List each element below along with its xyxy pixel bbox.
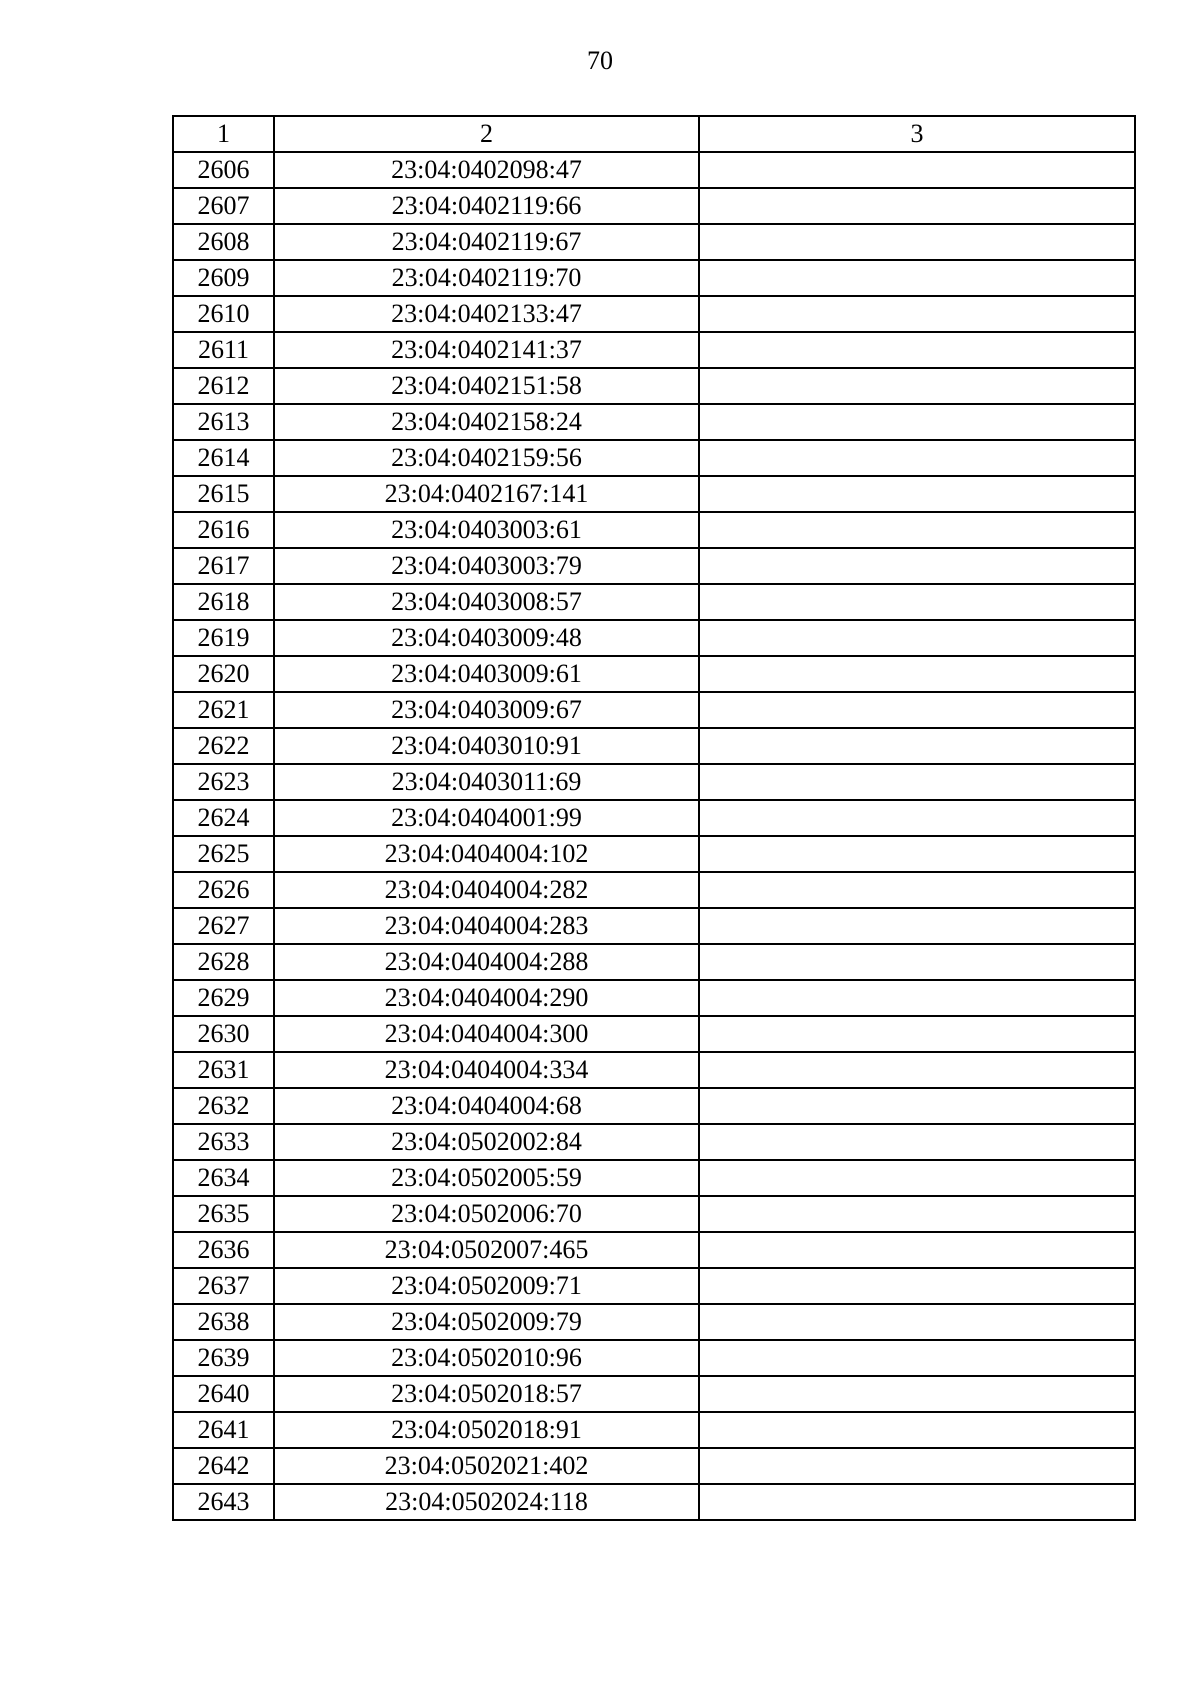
- note-cell: [699, 1304, 1135, 1340]
- note-cell: [699, 1340, 1135, 1376]
- note-cell: [699, 404, 1135, 440]
- cadastral-number-cell: 23:04:0403008:57: [274, 584, 699, 620]
- table-row: [173, 1304, 1135, 1340]
- table-row: [173, 512, 1135, 548]
- cadastral-number-cell: 23:04:0502005:59: [274, 1160, 699, 1196]
- row-number-cell: 2634: [173, 1160, 274, 1196]
- row-number-cell: 2624: [173, 800, 274, 836]
- table-row: [173, 1484, 1135, 1520]
- table-row: [173, 836, 1135, 872]
- note-cell: [699, 188, 1135, 224]
- cadastral-number-cell: 23:04:0402098:47: [274, 152, 699, 188]
- cadastral-number-cell: 23:04:0502021:402: [274, 1448, 699, 1484]
- row-number-cell: 2635: [173, 1196, 274, 1232]
- table-row: [173, 980, 1135, 1016]
- note-cell: [699, 368, 1135, 404]
- table-row: [173, 1052, 1135, 1088]
- note-cell: [699, 1412, 1135, 1448]
- row-number-cell: 2611: [173, 332, 274, 368]
- table-row: [173, 1124, 1135, 1160]
- note-cell: [699, 440, 1135, 476]
- cadastral-number-cell: 23:04:0404004:68: [274, 1088, 699, 1124]
- table-row: [173, 728, 1135, 764]
- cadastral-number-cell: 23:04:0402119:70: [274, 260, 699, 296]
- cadastral-number-cell: 23:04:0502018:57: [274, 1376, 699, 1412]
- cadastral-number-cell: 23:04:0502010:96: [274, 1340, 699, 1376]
- table-row: [173, 296, 1135, 332]
- note-cell: [699, 584, 1135, 620]
- note-cell: [699, 260, 1135, 296]
- row-number-cell: 2616: [173, 512, 274, 548]
- note-cell: [699, 1448, 1135, 1484]
- note-cell: [699, 764, 1135, 800]
- note-cell: [699, 692, 1135, 728]
- note-cell: [699, 1124, 1135, 1160]
- note-cell: [699, 1232, 1135, 1268]
- row-number-cell: 2627: [173, 908, 274, 944]
- table-row: [173, 1412, 1135, 1448]
- row-number-cell: 2641: [173, 1412, 274, 1448]
- cadastral-number-cell: 23:04:0402158:24: [274, 404, 699, 440]
- note-cell: [699, 1160, 1135, 1196]
- cadastral-number-cell: 23:04:0402119:66: [274, 188, 699, 224]
- table-row: [173, 656, 1135, 692]
- note-cell: [699, 800, 1135, 836]
- cadastral-number-cell: 23:04:0404004:102: [274, 836, 699, 872]
- cadastral-number-cell: 23:04:0404001:99: [274, 800, 699, 836]
- row-number-cell: 2620: [173, 656, 274, 692]
- table-row: [173, 404, 1135, 440]
- row-number-cell: 2630: [173, 1016, 274, 1052]
- table-row: [173, 584, 1135, 620]
- cadastral-number-cell: 23:04:0502024:118: [274, 1484, 699, 1520]
- cadastral-number-cell: 23:04:0502006:70: [274, 1196, 699, 1232]
- cadastral-number-cell: 23:04:0502009:79: [274, 1304, 699, 1340]
- note-cell: [699, 1196, 1135, 1232]
- row-number-cell: 2628: [173, 944, 274, 980]
- table-row: [173, 1016, 1135, 1052]
- cadastral-number-cell: 23:04:0404004:283: [274, 908, 699, 944]
- column-header-1: 1: [173, 116, 274, 152]
- note-cell: [699, 1268, 1135, 1304]
- page-number: 70: [587, 46, 613, 75]
- table-row: [173, 476, 1135, 512]
- row-number-cell: 2610: [173, 296, 274, 332]
- note-cell: [699, 872, 1135, 908]
- table-row: [173, 260, 1135, 296]
- cadastral-number-cell: 23:04:0502009:71: [274, 1268, 699, 1304]
- note-cell: [699, 1016, 1135, 1052]
- row-number-cell: 2615: [173, 476, 274, 512]
- cadastral-number-cell: 23:04:0402141:37: [274, 332, 699, 368]
- table-row: [173, 908, 1135, 944]
- table-row: [173, 224, 1135, 260]
- table-row: [173, 1232, 1135, 1268]
- row-number-cell: 2619: [173, 620, 274, 656]
- row-number-cell: 2638: [173, 1304, 274, 1340]
- table-row: [173, 872, 1135, 908]
- cadastral-number-cell: 23:04:0403009:48: [274, 620, 699, 656]
- table-row: [173, 1196, 1135, 1232]
- cadastral-number-cell: 23:04:0403003:79: [274, 548, 699, 584]
- note-cell: [699, 620, 1135, 656]
- note-cell: [699, 476, 1135, 512]
- cadastral-number-cell: 23:04:0404004:300: [274, 1016, 699, 1052]
- cadastral-number-cell: 23:04:0502002:84: [274, 1124, 699, 1160]
- note-cell: [699, 1484, 1135, 1520]
- note-cell: [699, 1052, 1135, 1088]
- row-number-cell: 2631: [173, 1052, 274, 1088]
- cadastral-number-cell: 23:04:0402133:47: [274, 296, 699, 332]
- cadastral-number-cell: 23:04:0502007:465: [274, 1232, 699, 1268]
- cadastral-number-cell: 23:04:0404004:288: [274, 944, 699, 980]
- row-number-cell: 2636: [173, 1232, 274, 1268]
- row-number-cell: 2606: [173, 152, 274, 188]
- row-number-cell: 2622: [173, 728, 274, 764]
- table-row: [173, 332, 1135, 368]
- table-row: [173, 368, 1135, 404]
- note-cell: [699, 332, 1135, 368]
- cadastral-number-cell: 23:04:0403009:61: [274, 656, 699, 692]
- table-row: [173, 152, 1135, 188]
- note-cell: [699, 836, 1135, 872]
- registry-table: [172, 115, 1136, 1521]
- row-number-cell: 2626: [173, 872, 274, 908]
- row-number-cell: 2633: [173, 1124, 274, 1160]
- note-cell: [699, 944, 1135, 980]
- cadastral-number-cell: 23:04:0404004:290: [274, 980, 699, 1016]
- table-body: [173, 152, 1135, 1520]
- row-number-cell: 2617: [173, 548, 274, 584]
- row-number-cell: 2643: [173, 1484, 274, 1520]
- row-number-cell: 2607: [173, 188, 274, 224]
- row-number-cell: 2629: [173, 980, 274, 1016]
- note-cell: [699, 1376, 1135, 1412]
- row-number-cell: 2640: [173, 1376, 274, 1412]
- row-number-cell: 2612: [173, 368, 274, 404]
- table-row: [173, 1448, 1135, 1484]
- cadastral-number-cell: 23:04:0404004:282: [274, 872, 699, 908]
- cadastral-number-cell: 23:04:0402159:56: [274, 440, 699, 476]
- row-number-cell: 2618: [173, 584, 274, 620]
- table-row: [173, 1160, 1135, 1196]
- cadastral-number-cell: 23:04:0403009:67: [274, 692, 699, 728]
- row-number-cell: 2639: [173, 1340, 274, 1376]
- note-cell: [699, 1088, 1135, 1124]
- table-row: [173, 1340, 1135, 1376]
- table-row: [173, 800, 1135, 836]
- cadastral-number-cell: 23:04:0402167:141: [274, 476, 699, 512]
- row-number-cell: 2642: [173, 1448, 274, 1484]
- note-cell: [699, 908, 1135, 944]
- row-number-cell: 2621: [173, 692, 274, 728]
- table-row: [173, 692, 1135, 728]
- note-cell: [699, 296, 1135, 332]
- note-cell: [699, 152, 1135, 188]
- cadastral-number-cell: 23:04:0502018:91: [274, 1412, 699, 1448]
- note-cell: [699, 728, 1135, 764]
- table-row: [173, 944, 1135, 980]
- row-number-cell: 2614: [173, 440, 274, 476]
- row-number-cell: 2623: [173, 764, 274, 800]
- row-number-cell: 2608: [173, 224, 274, 260]
- table-row: [173, 1268, 1135, 1304]
- cadastral-number-cell: 23:04:0404004:334: [274, 1052, 699, 1088]
- table-row: [173, 1088, 1135, 1124]
- cadastral-number-cell: 23:04:0403010:91: [274, 728, 699, 764]
- table-row: [173, 188, 1135, 224]
- note-cell: [699, 224, 1135, 260]
- table-row: [173, 1376, 1135, 1412]
- row-number-cell: 2613: [173, 404, 274, 440]
- note-cell: [699, 656, 1135, 692]
- cadastral-number-cell: 23:04:0403003:61: [274, 512, 699, 548]
- column-header-3: 3: [699, 116, 1135, 152]
- table-row: [173, 548, 1135, 584]
- note-cell: [699, 512, 1135, 548]
- note-cell: [699, 548, 1135, 584]
- cadastral-number-cell: 23:04:0403011:69: [274, 764, 699, 800]
- table-row: [173, 440, 1135, 476]
- row-number-cell: 2609: [173, 260, 274, 296]
- column-header-2: 2: [274, 116, 699, 152]
- table-row: [173, 620, 1135, 656]
- row-number-cell: 2632: [173, 1088, 274, 1124]
- cadastral-number-cell: 23:04:0402119:67: [274, 224, 699, 260]
- table-header-row: [173, 116, 1135, 152]
- row-number-cell: 2637: [173, 1268, 274, 1304]
- cadastral-number-cell: 23:04:0402151:58: [274, 368, 699, 404]
- note-cell: [699, 980, 1135, 1016]
- table-row: [173, 764, 1135, 800]
- row-number-cell: 2625: [173, 836, 274, 872]
